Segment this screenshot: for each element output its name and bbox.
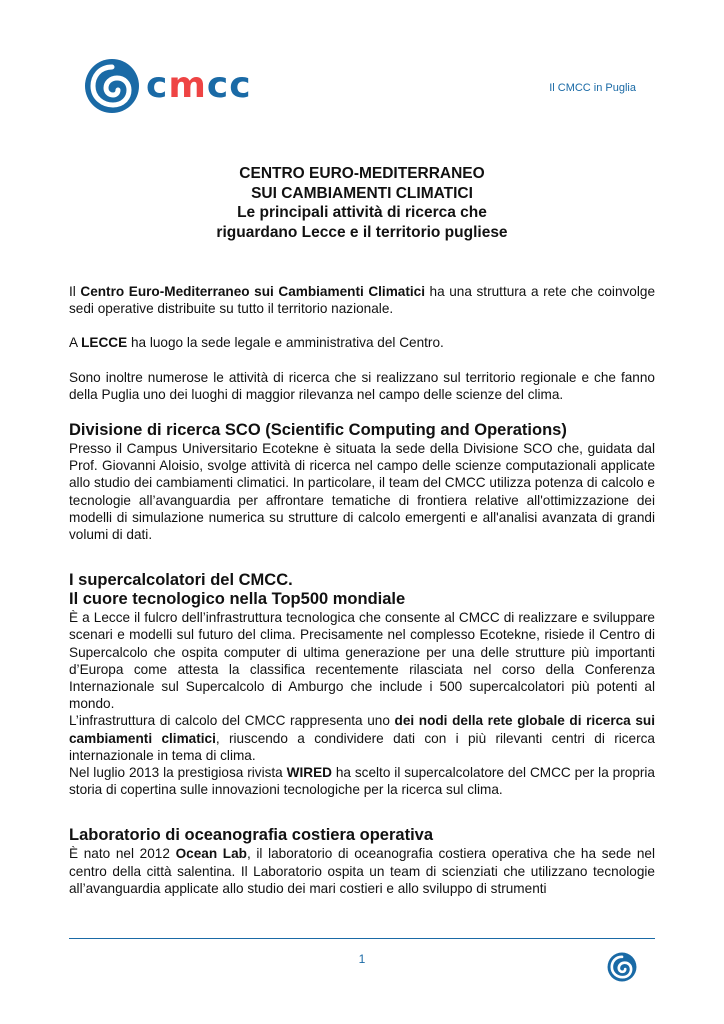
document-body (69, 283, 655, 897)
super-heading-2: Il cuore tecnologico nella Top500 mondiale (69, 590, 406, 609)
footer-divider (69, 938, 655, 939)
cmcc-swirl-icon (84, 58, 140, 114)
title-line-4: riguardano Lecce e il territorio pugliese (216, 223, 508, 241)
title-line-3: Le principali attività di ricerca che (237, 204, 487, 221)
title-line-1: CENTRO EURO-MEDITERRANEO (239, 165, 485, 182)
logo-wordmark: cmcc (146, 65, 252, 106)
intro-paragraph-1: Il Centro Euro-Mediterraneo sui Cambiamenti Climatici ha una struttura a rete che coinvolge sedi operative distribuite su tutto il territorio nazionale. (69, 284, 655, 317)
cmcc-logo (84, 58, 254, 114)
super-paragraph-1: È a Lecce il fulcro dell’infrastruttura tecnologica che consente al CMCC di realizzare e sviluppare scenari e modelli sul futuro del clima. Precisamente nel complesso Ecotekne, risiede il Centro di Supercalcolo che ospita computer di ultima generazione per una delle strutture più importanti d’Europa come attesta la classifica recentemente rilasciata nel corso della Conferenza Internazionale sul Supercalcolo di Amburgo che include i 500 supercalcolatori più potenti al mondo. (69, 610, 655, 712)
intro-paragraph-2: A LECCE ha luogo la sede legale e amministrativa del Centro. (69, 335, 444, 351)
header-section-label: Il CMCC in Puglia (549, 82, 636, 94)
cmcc-footer-swirl-icon (607, 952, 637, 982)
intro-paragraph-3: Sono inoltre numerose le attività di ricerca che si realizzano sul territorio regionale e che fanno della Puglia uno dei luoghi di maggior rilevanza nel campo delle scienze del clima. (69, 369, 655, 402)
super-heading-1: I supercalcolatori del CMCC. (69, 571, 293, 590)
page-header (0, 0, 724, 140)
super-paragraph-3: Nel luglio 2013 la prestigiosa rivista WIRED ha scelto il supercalcolatore del CMCC per la propria storia di copertina sulle innovazioni tecnologiche per la ricerca sul clima. (69, 765, 655, 798)
page-number: 1 (358, 952, 366, 966)
title-line-2: SUI CAMBIAMENTI CLIMATICI (251, 184, 473, 202)
super-paragraph-2: L’infrastruttura di calcolo del CMCC rappresenta uno dei nodi della rete globale di ricerca sui cambiamenti climatici, riuscendo a condividere dati con i più rilevanti centri di ricerca internazionale in tema di clima. (69, 713, 655, 763)
ocean-paragraph-1: È nato nel 2012 Ocean Lab, il laboratorio di oceanografia costiera operativa che ha sede nel centro della città salentina. Il Laboratorio ospita un team di scienziati che utilizzano tecnologie all’avanguardia applicate allo studio dei mari costieri e allo sviluppo di strumenti (69, 846, 655, 896)
sco-paragraph: Presso il Campus Universitario Ecotekne è situata la sede della Divisione SCO che, guidata dal Prof. Giovanni Aloisio, svolge attività di ricerca nel campo delle scienze computazionali applicate allo studio dei cambiamenti climatici. In particolare, il team del CMCC utilizza potenza di calcolo e tecnologie all’avanguardia per affrontare tematiche di frontiera relative all'ottimizzazione dei modelli di simulazione numerica su strutture di calcolo emergenti e all'analisi avanzata di grandi volumi di dati. (69, 441, 655, 543)
document-title (69, 164, 655, 242)
ocean-heading: Laboratorio di oceanografia costiera operativa (69, 826, 434, 845)
sco-heading: Divisione di ricerca SCO (Scientific Computing and Operations) (69, 421, 567, 440)
